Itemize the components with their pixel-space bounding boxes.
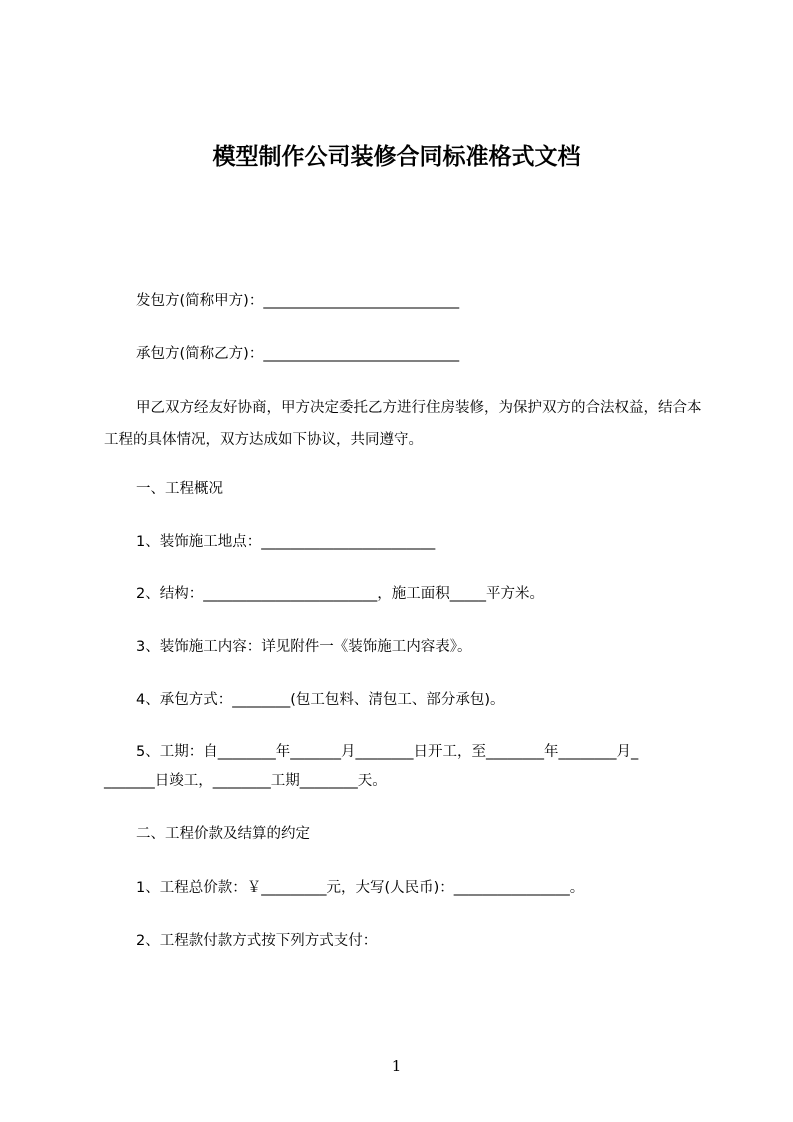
intro-paragraph: 甲乙双方经友好协商，甲方决定委托乙方进行住房装修，为保护双方的合法权益，结合本工程的具体情况，双方达成如下协议，共同遵守。 (104, 400, 702, 448)
section-1-heading: 一、工程概况 (136, 481, 223, 497)
party-a-line: 发包方(简称甲方)：___________________________ (136, 293, 460, 309)
page-number: 1 (391, 1057, 402, 1075)
clause-1-3: 3、装饰施工内容：详见附件一《装饰施工内容表》。 (136, 639, 472, 655)
clause-1-2: 2、结构：________________________，施工面积_____平方米。 (136, 586, 544, 602)
clause-2-2: 2、工程款付款方式按下列方式支付： (136, 933, 378, 949)
clause-1-5-line-1: 5、工期：自________年_______月________日开工，至________年________月_ (136, 744, 639, 760)
party-b-line: 承包方(简称乙方)：___________________________ (136, 346, 460, 362)
clause-2-1: 1、工程总价款：￥_________元，大写(人民币)：________________。 (136, 880, 585, 896)
section-2-heading: 二、工程价款及结算的约定 (136, 826, 310, 842)
clause-1-5-line-2: _______日竣工，________工期________天。 (104, 773, 387, 789)
clause-1-1: 1、装饰施工地点：________________________ (136, 534, 436, 550)
clause-1-4: 4、承包方式：________(包工包料、清包工、部分承包)。 (136, 692, 505, 708)
document-title: 模型制作公司装修合同标准格式文档 (212, 144, 581, 170)
